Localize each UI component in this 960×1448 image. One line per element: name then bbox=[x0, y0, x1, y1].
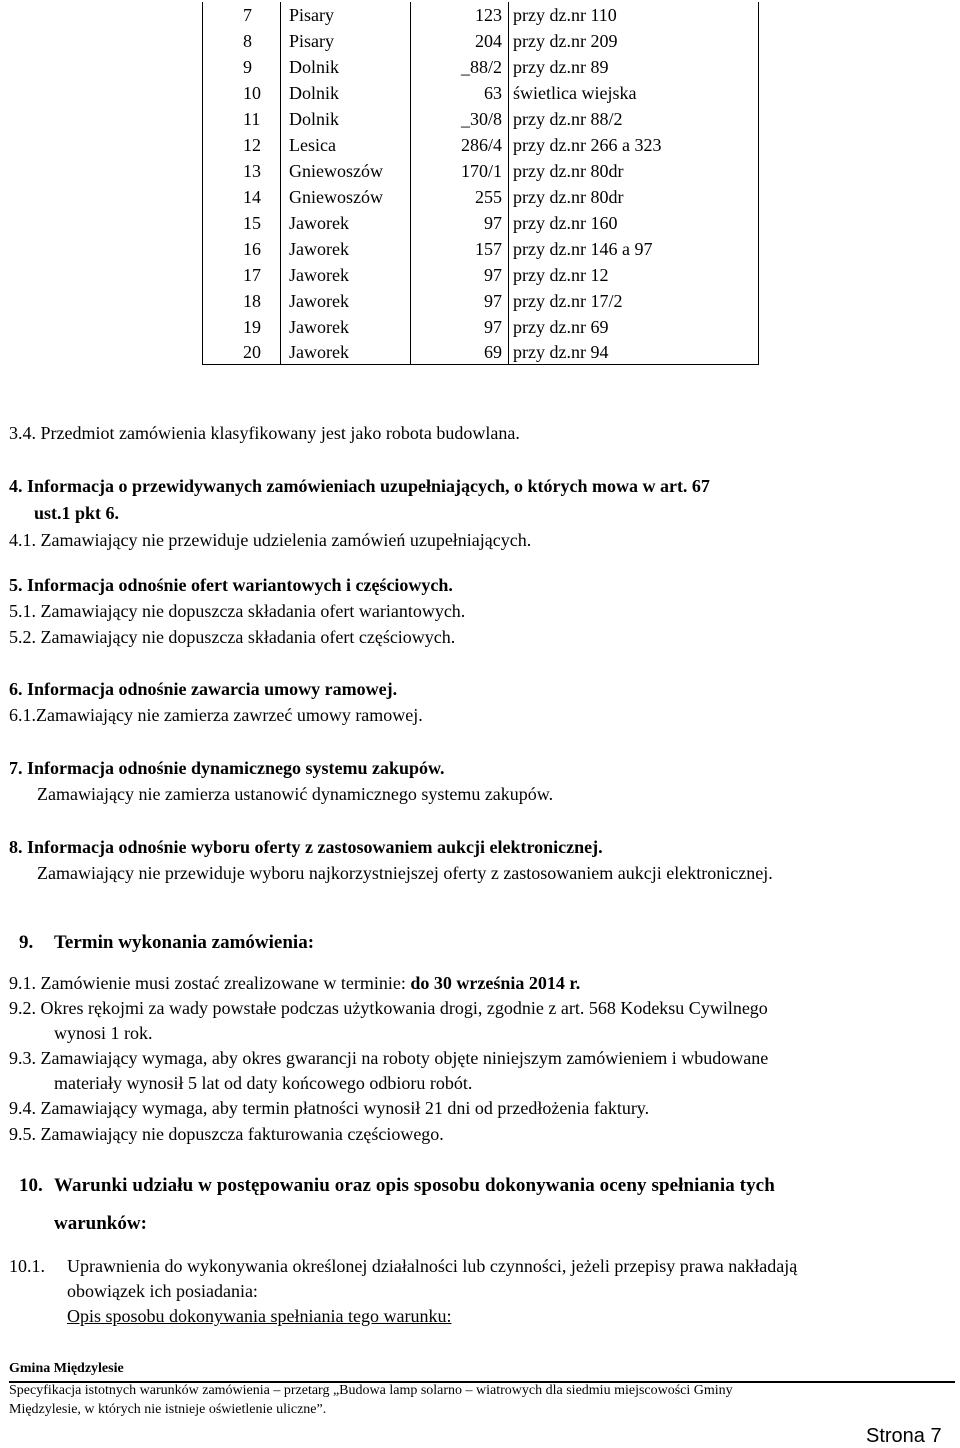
table-row bbox=[203, 314, 759, 340]
section-6-heading: 6. Informacja odnośnie zawarcia umowy ramowej. bbox=[9, 679, 398, 699]
section-8-heading: 8. Informacja odnośnie wyboru oferty z zastosowaniem aukcji elektronicznej. bbox=[9, 837, 603, 857]
section-9-number: 9. bbox=[19, 932, 34, 953]
row-number: 13 bbox=[203, 158, 281, 184]
row-number: 14 bbox=[203, 184, 281, 210]
row-number: 20 bbox=[203, 340, 281, 365]
row-description: przy dz.nr 209 bbox=[509, 28, 759, 54]
row-number: 12 bbox=[203, 132, 281, 158]
row-plot: 69 bbox=[411, 340, 509, 365]
section-7-text: Zamawiający nie zamierza ustanowić dynamicznego systemu zakupów. bbox=[37, 784, 554, 804]
section-9-3-cont: materiały wynosił 5 lat od daty końcowego odbioru robót. bbox=[54, 1073, 473, 1093]
row-number: 11 bbox=[203, 106, 281, 132]
row-number: 7 bbox=[203, 2, 281, 28]
section-4-1: 4.1. Zamawiający nie przewiduje udzielenia zamówień uzupełniających. bbox=[9, 530, 532, 550]
section-5-2: 5.2. Zamawiający nie dopuszcza składania ofert częściowych. bbox=[9, 627, 456, 647]
table-row bbox=[203, 158, 759, 184]
row-place: Dolnik bbox=[281, 54, 411, 80]
section-10-1-cont: obowiązek ich posiadania: bbox=[67, 1281, 258, 1301]
row-place: Jaworek bbox=[281, 340, 411, 365]
row-place: Lesica bbox=[281, 132, 411, 158]
row-place: Jaworek bbox=[281, 262, 411, 288]
section-10-1: Uprawnienia do wykonywania określonej działalności lub czynności, jeżeli przepisy prawa nakładają bbox=[67, 1256, 798, 1276]
table-row bbox=[203, 54, 759, 80]
section-6-1: 6.1.Zamawiający nie zamierza zawrzeć umowy ramowej. bbox=[9, 705, 423, 725]
row-plot: 157 bbox=[411, 236, 509, 262]
row-description: przy dz.nr 69 bbox=[509, 314, 759, 340]
row-description: przy dz.nr 80dr bbox=[509, 184, 759, 210]
row-description: przy dz.nr 160 bbox=[509, 210, 759, 236]
row-description: przy dz.nr 266 a 323 bbox=[509, 132, 759, 158]
section-10-heading-cont: warunków: bbox=[54, 1213, 147, 1234]
row-number: 17 bbox=[203, 262, 281, 288]
row-plot: _88/2 bbox=[411, 54, 509, 80]
section-9-3: 9.3. Zamawiający wymaga, aby okres gwarancji na roboty objęte niniejszym zamówieniem i wbudowane bbox=[9, 1048, 769, 1068]
section-10-1-subheading: Opis sposobu dokonywania spełniania tego warunku: bbox=[67, 1306, 452, 1326]
row-number: 10 bbox=[203, 80, 281, 106]
section-9-4: 9.4. Zamawiający wymaga, aby termin płatności wynosił 21 dni od przedłożenia faktury. bbox=[9, 1098, 650, 1118]
row-plot: 170/1 bbox=[411, 158, 509, 184]
section-9-2-cont: wynosi 1 rok. bbox=[54, 1023, 153, 1043]
row-description: świetlica wiejska bbox=[509, 80, 759, 106]
footer-doc-title: Specyfikacja istotnych warunków zamówienia – przetarg „Budowa lamp solarno – wiatrowych dla siedmiu miejscowości Gminy bbox=[9, 1383, 733, 1398]
row-place: Dolnik bbox=[281, 106, 411, 132]
deadline-date: do 30 września 2014 r. bbox=[410, 973, 581, 993]
row-plot: 204 bbox=[411, 28, 509, 54]
page-number: Strona 7 bbox=[866, 1425, 942, 1447]
section-9-2: 9.2. Okres rękojmi za wady powstałe podczas użytkowania drogi, zgodnie z art. 568 Kodeksu Cywilnego bbox=[9, 998, 768, 1018]
row-number: 16 bbox=[203, 236, 281, 262]
table-row bbox=[203, 210, 759, 236]
row-description: przy dz.nr 146 a 97 bbox=[509, 236, 759, 262]
section-9-heading: Termin wykonania zamówienia: bbox=[54, 932, 315, 953]
table-row bbox=[203, 80, 759, 106]
table-row bbox=[203, 184, 759, 210]
row-plot: 97 bbox=[411, 314, 509, 340]
row-description: przy dz.nr 110 bbox=[509, 2, 759, 28]
row-plot: _30/8 bbox=[411, 106, 509, 132]
footer-organization: Gmina Międzylesie bbox=[9, 1361, 124, 1376]
section-10-1-number: 10.1. bbox=[9, 1256, 45, 1276]
section-5-1: 5.1. Zamawiający nie dopuszcza składania ofert wariantowych. bbox=[9, 601, 466, 621]
footer-doc-title-cont: Międzylesie, w których nie istnieje oświetlenie uliczne”. bbox=[9, 1402, 327, 1417]
row-place: Jaworek bbox=[281, 236, 411, 262]
row-plot: 97 bbox=[411, 262, 509, 288]
row-place: Pisary bbox=[281, 2, 411, 28]
row-number: 18 bbox=[203, 288, 281, 314]
table-row bbox=[203, 262, 759, 288]
table-row bbox=[203, 236, 759, 262]
table-row bbox=[203, 106, 759, 132]
row-plot: 97 bbox=[411, 288, 509, 314]
row-plot: 123 bbox=[411, 2, 509, 28]
section-4-heading: 4. Informacja o przewidywanych zamówieniach uzupełniających, o których mowa w art. 67 bbox=[9, 476, 710, 496]
row-place: Jaworek bbox=[281, 314, 411, 340]
section-4-heading-cont: ust.1 pkt 6. bbox=[34, 503, 120, 523]
section-5-heading: 5. Informacja odnośnie ofert wariantowych i częściowych. bbox=[9, 575, 453, 595]
row-description: przy dz.nr 80dr bbox=[509, 158, 759, 184]
row-place: Dolnik bbox=[281, 80, 411, 106]
section-10-heading: Warunki udziału w postępowaniu oraz opis sposobu dokonywania oceny spełniania tych bbox=[54, 1175, 775, 1196]
locations-table bbox=[202, 2, 759, 365]
row-place: Jaworek bbox=[281, 210, 411, 236]
row-number: 8 bbox=[203, 28, 281, 54]
section-3-4: 3.4. Przedmiot zamówienia klasyfikowany jest jako robota budowlana. bbox=[9, 423, 520, 443]
section-8-text: Zamawiający nie przewiduje wyboru najkorzystniejszej oferty z zastosowaniem aukcji elektronicznej. bbox=[37, 863, 773, 883]
row-number: 15 bbox=[203, 210, 281, 236]
section-9-5: 9.5. Zamawiający nie dopuszcza fakturowania częściowego. bbox=[9, 1124, 444, 1144]
row-place: Gniewoszów bbox=[281, 158, 411, 184]
row-place: Gniewoszów bbox=[281, 184, 411, 210]
table-row bbox=[203, 288, 759, 314]
table-row bbox=[203, 132, 759, 158]
row-description: przy dz.nr 88/2 bbox=[509, 106, 759, 132]
row-description: przy dz.nr 17/2 bbox=[509, 288, 759, 314]
row-plot: 286/4 bbox=[411, 132, 509, 158]
row-description: przy dz.nr 89 bbox=[509, 54, 759, 80]
table-row bbox=[203, 28, 759, 54]
table-row bbox=[203, 340, 759, 365]
row-place: Jaworek bbox=[281, 288, 411, 314]
row-description: przy dz.nr 94 bbox=[509, 340, 759, 365]
row-number: 19 bbox=[203, 314, 281, 340]
row-plot: 255 bbox=[411, 184, 509, 210]
row-place: Pisary bbox=[281, 28, 411, 54]
row-plot: 63 bbox=[411, 80, 509, 106]
section-7-heading: 7. Informacja odnośnie dynamicznego systemu zakupów. bbox=[9, 758, 445, 778]
section-9-1 bbox=[9, 973, 580, 995]
row-number: 9 bbox=[203, 54, 281, 80]
row-plot: 97 bbox=[411, 210, 509, 236]
section-10-number: 10. bbox=[19, 1175, 43, 1196]
row-description: przy dz.nr 12 bbox=[509, 262, 759, 288]
section-9-1-text: 9.1. Zamówienie musi zostać zrealizowane w terminie: bbox=[9, 973, 411, 993]
table-row bbox=[203, 2, 759, 28]
